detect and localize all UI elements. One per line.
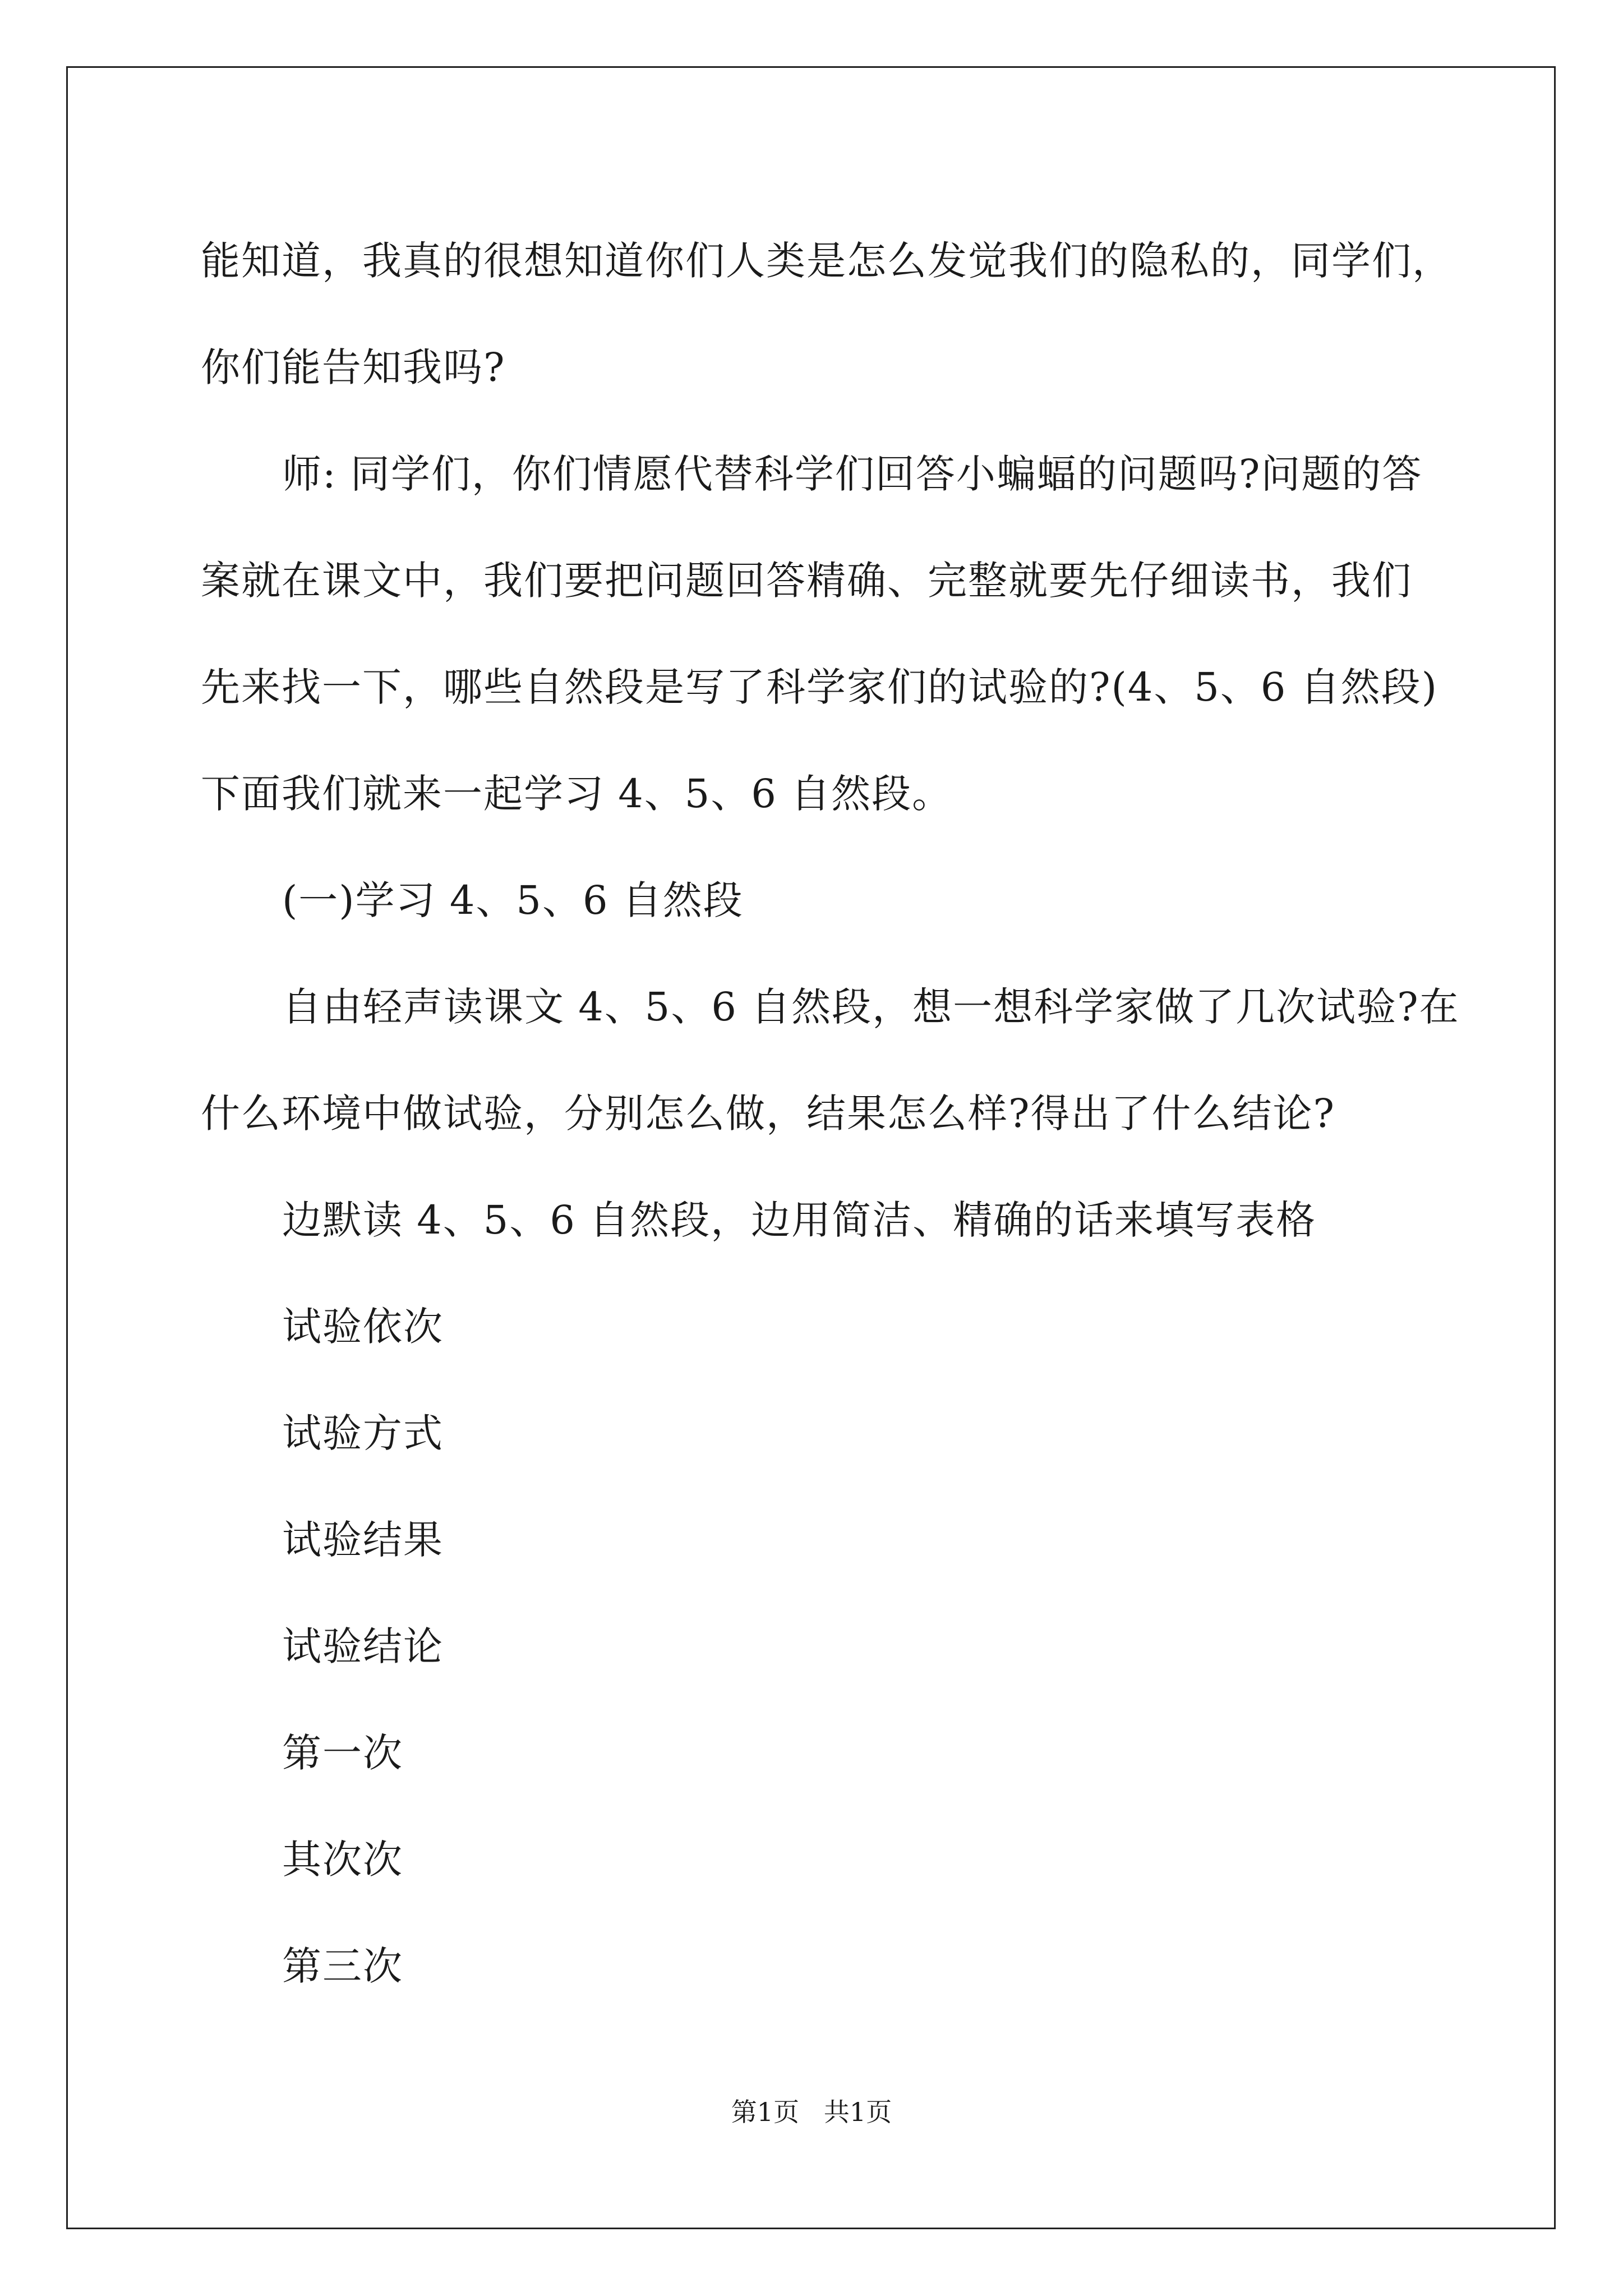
table-item: 试验结果: [282, 1517, 444, 1563]
paragraph-line: 边默读 4、5、6 自然段，边用简洁、精确的话来填写表格: [282, 1197, 1317, 1243]
page-footer: 第1页 共1页: [731, 2097, 892, 2127]
paragraph-line: 师: 同学们，你们情愿代替科学们回答小蝙蝠的问题吗?问题的答: [282, 451, 1423, 497]
table-item: 试验依次: [282, 1304, 444, 1350]
paragraph-line: 先来找一下，哪些自然段是写了科学家们的试验的?(4、5、6 自然段): [201, 664, 1438, 710]
table-item: 试验结论: [282, 1623, 444, 1669]
table-item: 第三次: [282, 1943, 403, 1989]
paragraph-line: 你们能告知我吗?: [201, 344, 506, 390]
table-item: 其次次: [282, 1837, 403, 1883]
paragraph-line: 案就在课文中，我们要把问题回答精确、完整就要先仔细读书，我们: [201, 558, 1412, 604]
paragraph-line: 下面我们就来一起学习 4、5、6 自然段。: [201, 771, 953, 817]
section-heading: (一)学习 4、5、6 自然段: [282, 877, 744, 923]
paragraph-line: 什么环境中做试验，分别怎么做，结果怎么样?得出了什么结论?: [201, 1091, 1336, 1137]
table-item: 试验方式: [282, 1410, 444, 1456]
table-item: 第一次: [282, 1730, 403, 1776]
document-body: [201, 208, 1463, 2019]
paragraph-line: 自由轻声读课文 4、5、6 自然段，想一想科学家做了几次试验?在: [282, 984, 1460, 1030]
paragraph-line: 能知道，我真的很想知道你们人类是怎么发觉我们的隐私的，同学们，: [201, 238, 1453, 284]
